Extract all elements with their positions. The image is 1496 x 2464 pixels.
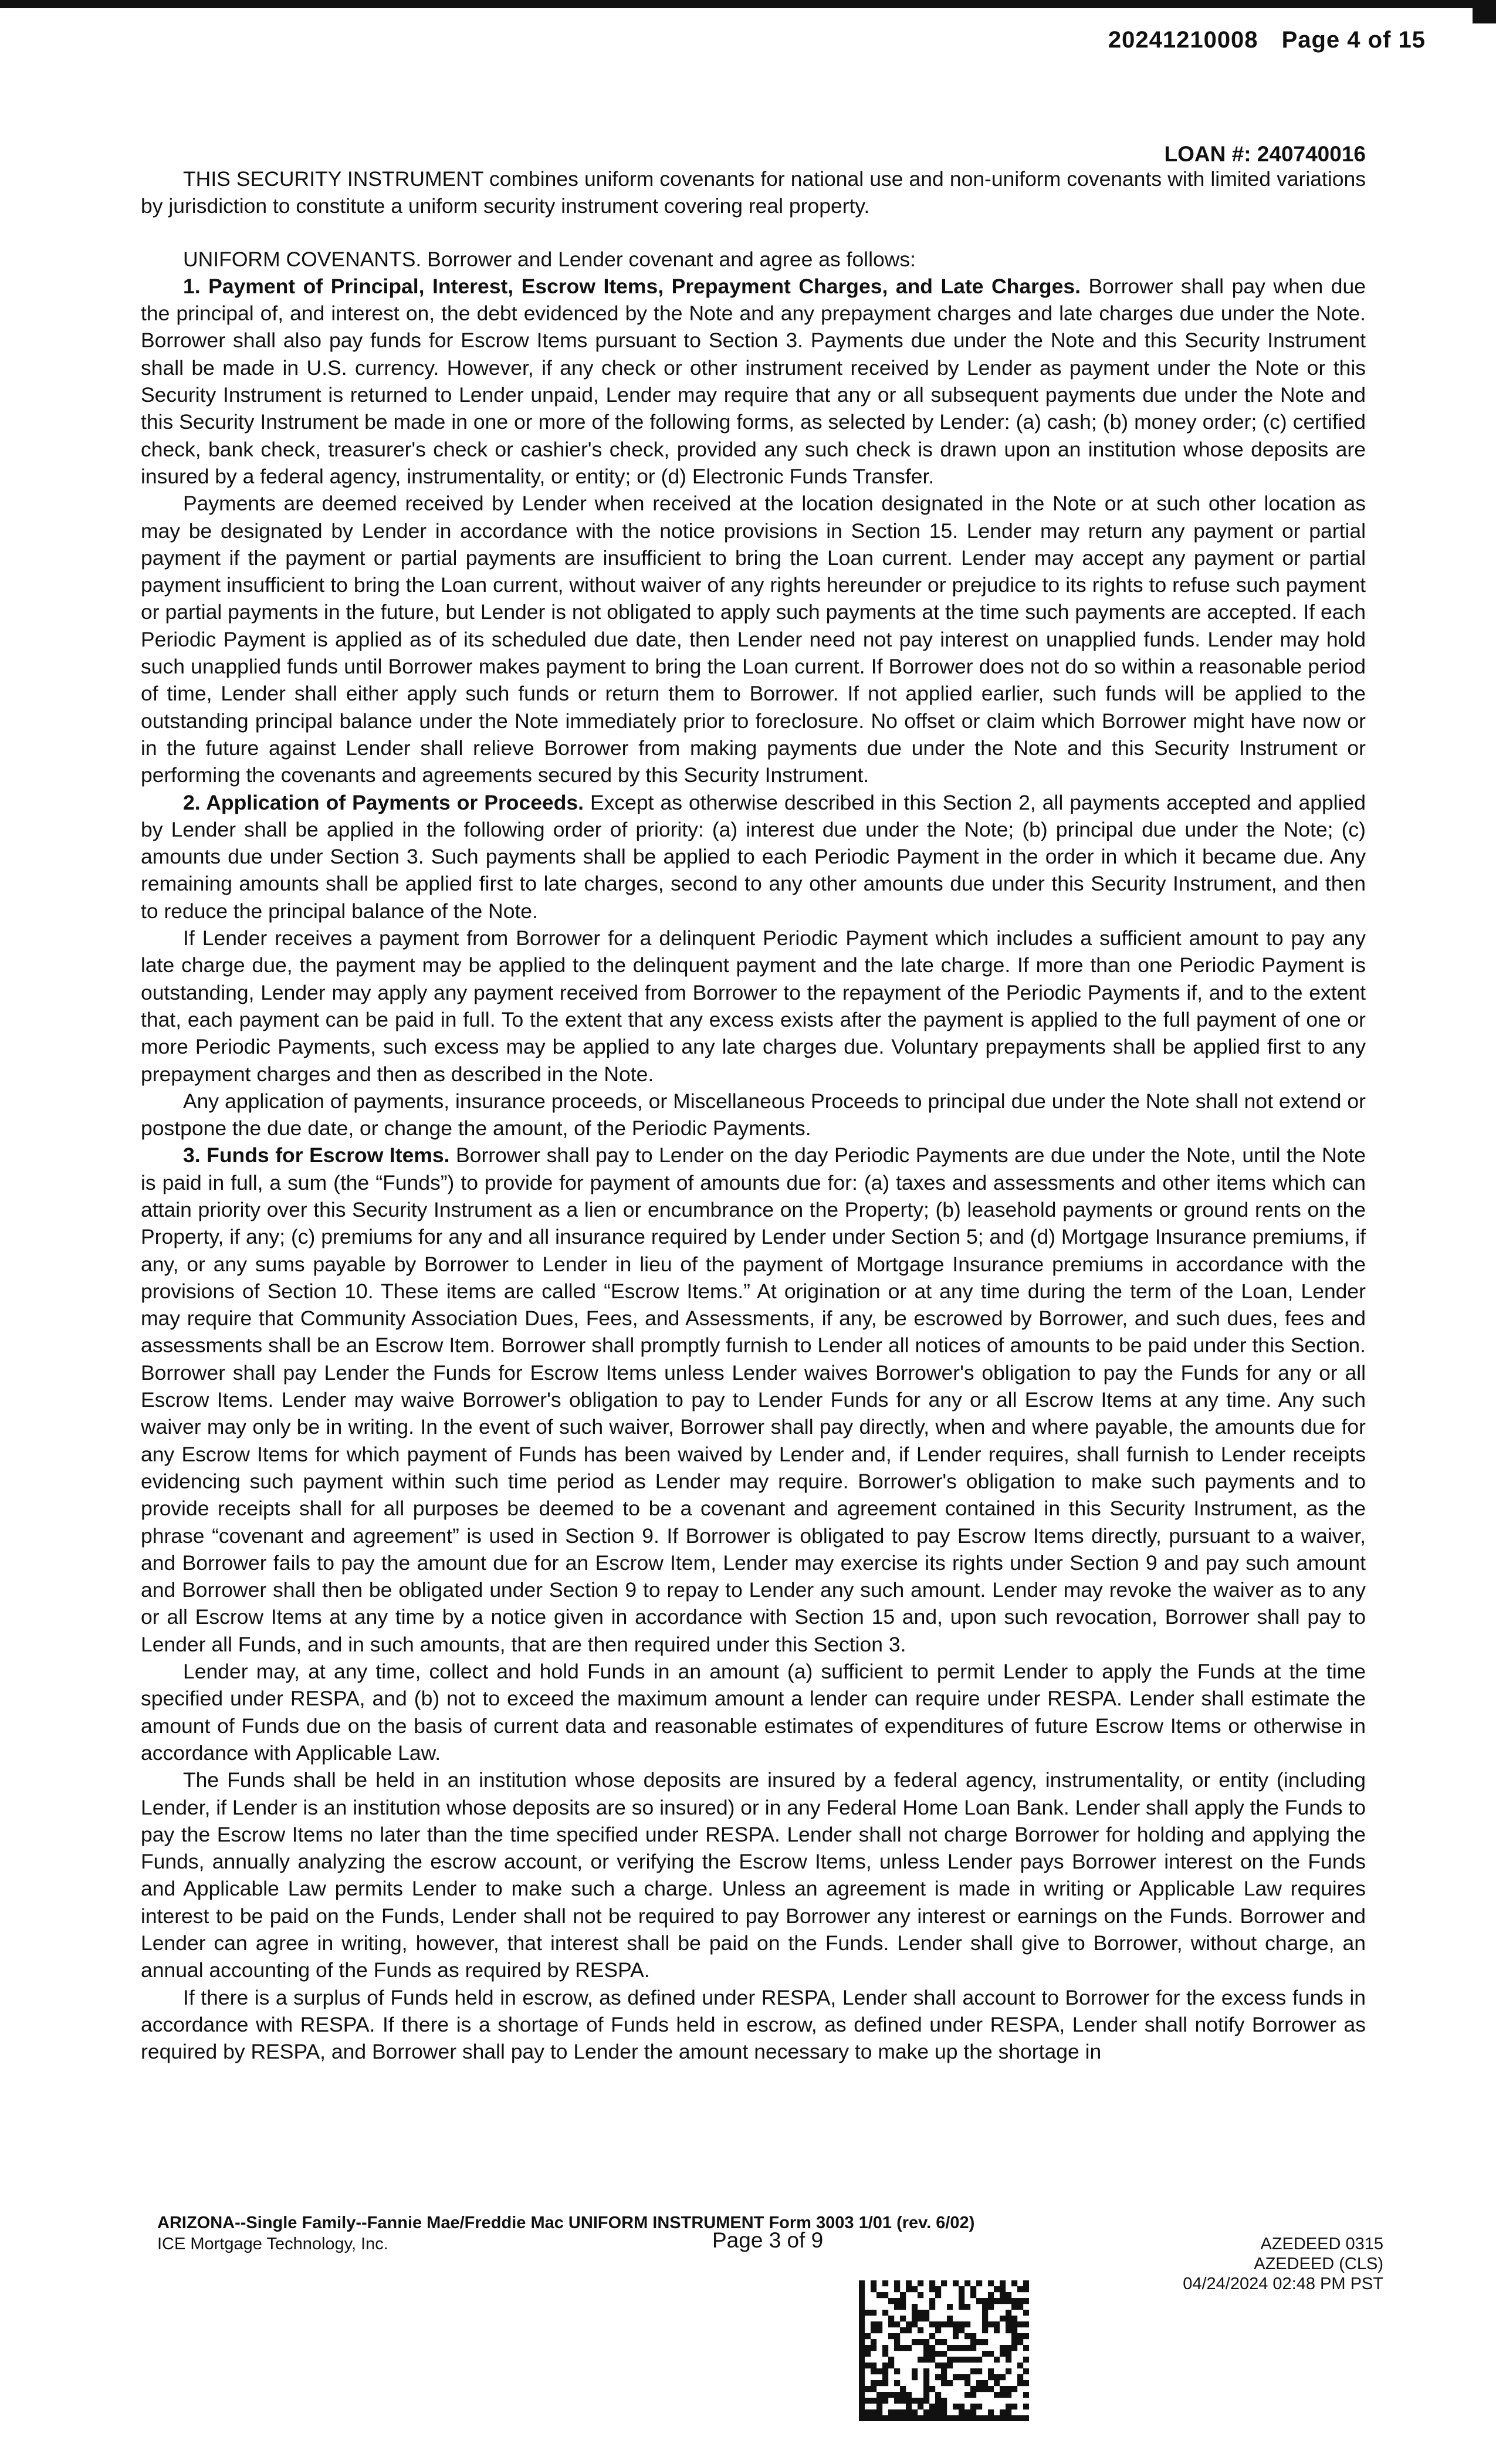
- document-body: [141, 165, 1366, 2065]
- section-2-paragraph-3: Any application of payments, insurance proceeds, or Miscellaneous Proceeds to principal due under the Note shall not extend or postpone the due date, or change the amount, of the Periodic Payments.: [141, 1089, 1366, 1140]
- section-2-paragraph: [141, 789, 1366, 925]
- section-2-paragraph-2: If Lender receives a payment from Borrower for a delinquent Periodic Payment which includes a sufficient amount to pay any late charge due, the payment may be applied to the delinquent payment and the late charge. If more than one Periodic Payment is outstanding, Lender may apply any payment received from Borrower to the repayment of the Periodic Payments if, and to the extent that, each payment can be paid in full. To the extent that any excess exists after the payment is applied to the full payment of one or more Periodic Payments, such excess may be applied to any late charges due. Voluntary prepayments shall be applied first to any prepayment charges and then as described in the Note.: [141, 926, 1366, 1086]
- section-3-paragraph-4: If there is a surplus of Funds held in escrow, as defined under RESPA, Lender shall account to Borrower for the excess funds in accordance with RESPA. If there is a shortage of Funds held in escrow, as defined under RESPA, Lender shall notify Borrower as required by RESPA, and Borrower shall pay to Lender the amount necessary to make up the shortage in: [141, 1985, 1366, 2064]
- datamatrix-barcode-icon: [859, 2280, 1029, 2421]
- loan-number: LOAN #: 240740016: [1164, 142, 1366, 166]
- section-1-title: 1. Payment of Principal, Interest, Escrow Items, Prepayment Charges, and Late Charges.: [183, 274, 1081, 298]
- page-footer: [157, 2213, 1383, 2401]
- footer-code-1: AZEDEED 0315: [1260, 2235, 1383, 2253]
- section-3-title: 3. Funds for Escrow Items.: [183, 1143, 450, 1167]
- footer-page-number: Page 3 of 9: [712, 2228, 824, 2252]
- section-3-paragraph-3: The Funds shall be held in an institution whose deposits are insured by a federal agency, instrumentality, or entity (including Lender, if Lender is an institution whose deposits are so insured) or in any Federal Home Loan Bank. Lender shall apply the Funds to pay the Escrow Items no later than the time specified under RESPA. Lender shall not charge Borrower for holding and applying the Funds, annually analyzing the escrow account, or verifying the Escrow Items, unless Lender pays Borrower interest on the Funds and Applicable Law permits Lender to make such a charge. Unless an agreement is made in writing or Applicable Law requires interest to be paid on the Funds, Lender shall not be required to pay Borrower any interest or earnings on the Funds. Borrower and Lender can agree in writing, however, that interest shall be paid on the Funds. Lender shall give to Borrower, without charge, an annual accounting of the Funds as required by RESPA.: [141, 1768, 1366, 1982]
- section-3-paragraph-2: Lender may, at any time, collect and hold Funds in an amount (a) sufficient to permit Lender to apply the Funds at the time specified under RESPA, and (b) not to exceed the maximum amount a lender can require under RESPA. Lender shall estimate the amount of Funds due on the basis of current data and reasonable estimates of expenditures of future Escrow Items or otherwise in accordance with Applicable Law.: [141, 1660, 1366, 1765]
- footer-code-2: AZEDEED (CLS): [1254, 2255, 1383, 2273]
- footer-datetime: 04/24/2024 02:48 PM PST: [1183, 2275, 1383, 2293]
- recording-page-of: Page 4 of 15: [1281, 27, 1426, 53]
- recording-number: 20241210008: [1108, 27, 1258, 53]
- section-1-text: Borrower shall pay when due the principal of, and interest on, the debt evidenced by the Note and any prepayment charges and late charges due under the Note. Borrower shall also pay funds for Escrow Items pursuant to Section 3. Payments due under the Note and this Security Instrument shall be made in U.S. currency. However, if any check or other instrument received by Lender as payment under the Note or this Security Instrument is returned to Lender unpaid, Lender may require that any or all subsequent payments due under the Note and this Security Instrument be made in one or more of the following forms, as selected by Lender: (a) cash; (b) money order; (c) certified check, bank check, treasurer's check or cashier's check, provided any such check is drawn upon an institution whose deposits are insured by a federal agency, instrumentality, or entity; or (d) Electronic Funds Transfer.: [141, 274, 1366, 488]
- section-1-paragraph-2: Payments are deemed received by Lender when received at the location designated in the Note or at such other location as may be designated by Lender in accordance with the notice provisions in Section 15. Lender may return any payment or partial payment if the payment or partial payments are insufficient to bring the Loan current. Lender may accept any payment or partial payment insufficient to bring the Loan current, without waiver of any rights hereunder or prejudice to its rights to refuse such payment or partial payments in the future, but Lender is not obligated to apply such payments at the time such payments are accepted. If each Periodic Payment is applied as of its scheduled due date, then Lender need not pay interest on unapplied funds. Lender may hold such unapplied funds until Borrower makes payment to bring the Loan current. If Borrower does not do so within a reasonable period of time, Lender shall either apply such funds or return them to Borrower. If not applied earlier, such funds will be applied to the outstanding principal balance under the Note immediately prior to foreclosure. No offset or claim which Borrower might have now or in the future against Lender shall relieve Borrower from making payments due under the Note and this Security Instrument or performing the covenants and agreements secured by this Security Instrument.: [141, 492, 1366, 787]
- section-2-title: 2. Application of Payments or Proceeds.: [183, 790, 584, 814]
- section-3-text: Borrower shall pay to Lender on the day Periodic Payments are due under the Note, until the Note is paid in full, a sum (the “Funds”) to provide for payment of amounts due for: (a) taxes and assessments and other items which can attain priority over this Security Instrument as a lien or encumbrance on the Property; (b) leasehold payments or ground rents on the Property, if any; (c) premiums for any and all insurance required by Lender under Section 5; and (d) Mortgage Insurance premiums, if any, or any sums payable by Borrower to Lender in lieu of the payment of Mortgage Insurance premiums in accordance with the provisions of Section 10. These items are called “Escrow Items.” At origination or at any time during the term of the Loan, Lender may require that Community Association Dues, Fees, and Assessments, if any, be escrowed by Borrower, and such dues, fees and assessments shall be an Escrow Item. Borrower shall promptly furnish to Lender all notices of amounts to be paid under this Section. Borrower shall pay Lender the Funds for Escrow Items unless Lender waives Borrower's obligation to pay the Funds for any or all Escrow Items. Lender may waive Borrower's obligation to pay to Lender Funds for any or all Escrow Items at any time. Any such waiver may only be in writing. In the event of such waiver, Borrower shall pay directly, when and where payable, the amounts due for any Escrow Items for which payment of Funds has been waived by Lender and, if Lender requires, shall furnish to Lender receipts evidencing such payment within such time period as Lender may require. Borrower's obligation to make such payments and to provide receipts shall for all purposes be deemed to be a covenant and agreement contained in this Security Instrument, as the phrase “covenant and agreement” is used in Section 9. If Borrower is obligated to pay Escrow Items directly, pursuant to a waiver, and Borrower fails to pay the amount due for an Escrow Item, Lender may exercise its rights under Section 9 and pay such amount and Borrower shall then be obligated under Section 9 to repay to Lender any such amount. Lender may revoke the waiver as to any or all Escrow Items at any time by a notice given in accordance with Section 15 and, upon such revocation, Borrower shall pay to Lender all Funds, and in such amounts, that are then required under this Section 3.: [141, 1143, 1366, 1656]
- section-1-paragraph: [141, 273, 1366, 490]
- section-2-text: Except as otherwise described in this Section 2, all payments accepted and applied by Lender shall be applied in the following order of priority: (a) interest due under the Note; (b) principal due under the Note; (c) amounts due under Section 3. Such payments shall be applied to each Periodic Payment in the order in which it became due. Any remaining amounts shall be applied first to late charges, second to any other amounts due under this Security Instrument, and then to reduce the principal balance of the Note.: [141, 790, 1366, 923]
- footer-codes: [1183, 2234, 1383, 2294]
- uniform-covenants-heading: UNIFORM COVENANTS. Borrower and Lender covenant and agree as follows:: [183, 247, 916, 271]
- scan-edge-bar: [0, 0, 1496, 8]
- recording-header: [1108, 27, 1426, 53]
- footer-form-name: ARIZONA--Single Family--Fannie Mae/Freddie Mac UNIFORM INSTRUMENT Form 3003 1/01 (rev. 6/02): [157, 2213, 975, 2232]
- intro-paragraph: THIS SECURITY INSTRUMENT combines uniform covenants for national use and non-uniform covenants with limited variations by jurisdiction to constitute a uniform security instrument covering real property.: [141, 167, 1366, 218]
- section-3-paragraph: [141, 1142, 1366, 1658]
- footer-vendor: ICE Mortgage Technology, Inc.: [157, 2235, 388, 2253]
